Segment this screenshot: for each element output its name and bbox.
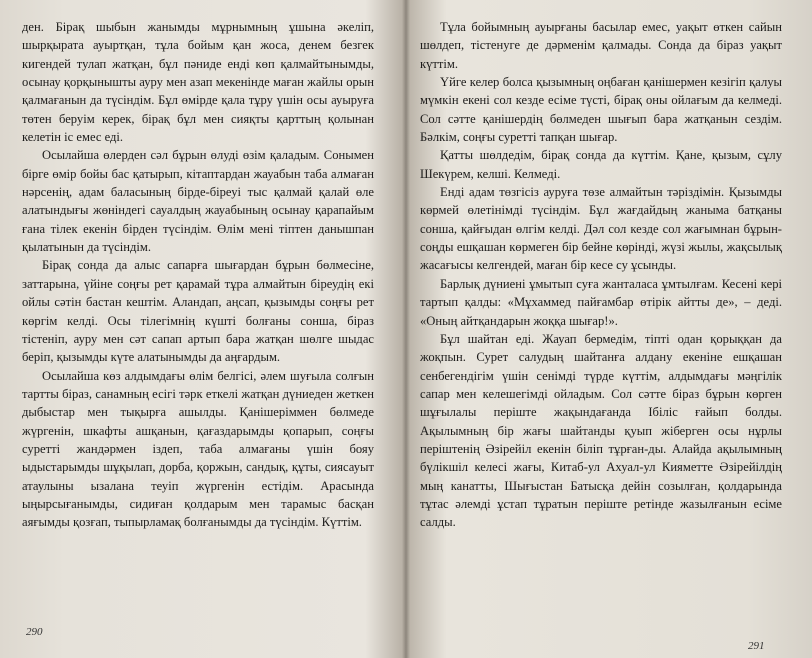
- right-paragraph-3: Қатты шөлдедім, бірақ сонда да күттім. Қане, қызым, сұлу Шекүрем, келші. Келмеді.: [420, 148, 782, 181]
- right-paragraph-4: Енді адам төзгісіз ауруға төзе алмайтын тәріздімін. Қызымды көрмей өлетінімді түсіндім. Бұл жағдайдың жаныма батқаны сонша, қайғыдан өлгім келді. Дәл сол кезде сол жағымнан бұрын-соңды ешқашан көрмеген бір бейне көрінді, жүзі жылы, жақсылық жасағысы келгендей, маған бір кесе су ұсынды.: [420, 185, 782, 273]
- left-paragraph-4: Осылайша көз алдымдағы өлім белгісі, әлем шуғыла солғын тартты біраз, санамның есігі тәрк еткелі жатқан дүниеден жеткен дыбыстар мен тықырға ашылды. Қанішеріммен бөлмеде жүргенін, шкафты ашқанын, қағаздарымды қопарып, соңғы суретті жандәрмен іздеп, таба алмағаны үшін бояу ыдыстарымды шұқылап, дорба, қоржын, сандық, құты, сиясауыт атаулыны ызалана теуіп жүргенін естідім. Арасында ыңырсығанымды, сидиған қолдарым мен тарамыс басқан аяғымды қозғап, тыпырламақ болғанымды да түсіндім. Күттім.: [22, 368, 374, 530]
- right-paragraph-6: Бұл шайтан еді. Жауап бермедім, тіпті одан қорыққан да жоқпын. Сурет салудың шайтанға алдану екеніне ешқашан сенбегендігім үшін сенімді түрде күттім, алдымдағы мәңгілік сапар мен келешегімді ойладым. Сол сәтте біраз бұрын көрген шұғылалы періште жақындағанда Ібіліс ғайып болды. Ақылымның бір жағы шайтанды қуып жіберген осы нұрлы періштенің Әзірейіл екенін біліп тұрған-ды. Алайда ақылымның бүлікшіл келесі жағы, Китаб-ул Ахуал-ул Кияметте Әзірейілдің мың канатты, Шығыстан Батысқа дейін созылған, қолдарында тұтас әлемді ұстап тұратын періште ретінде жазылғанын есіме салды.: [420, 331, 782, 530]
- right-page-number: 291: [748, 640, 765, 652]
- right-paragraph-5: Барлық дүниені ұмытып суға жанталаса ұмтылғам. Кесені кері тартып қалды: «Мұхаммед пайғамбар өтірік айтты де», – деді. «Оның айтқандарын жоққа шығар!».: [420, 276, 782, 328]
- right-page: [420, 18, 782, 532]
- left-page: [22, 18, 374, 532]
- right-paragraph-1: Тұла бойымның ауырғаны басылар емес, уақыт өткен сайын шөлдеп, тістенуге де дәрменім қалмады. Сонда да біраз уақыт күттім.: [420, 20, 782, 71]
- left-paragraph-1: ден. Бірақ шыбын жанымды мұрнымның ұшына әкеліп, шырқырата ауыртқан, тұла бойым қан жоса, денем безгек кигендей тулап жатқан, бұл пәниде енді көп қалмайтынымды, осынау қорқынышты ауру мен азап мекенінде маған жайлы орын қалмағанын да түсіндім. Бұл өмірде қала тұру үшін осы ауыруға төтен беруім керек, бірақ бұл мен сияқты қарттың қолынан келетін іс емес еді.: [22, 20, 374, 145]
- left-paragraph-2: Осылайша өлерден сәл бұрын өлуді өзім қаладым. Сонымен бірге өмір бойы бас қатырып, кітаптардан жауабын таба алмаған нәрсенің, адам баласының бірде-біреуі тыс қалмай қалай өле алатындығы жөніндегі сауалдың жауабының осынау қарапайым ғана тілек екенін бірден түсіндім. Өлім мені тіптен данышпан қылатынын да түсіндім.: [22, 148, 374, 255]
- left-page-number: 290: [26, 626, 43, 638]
- right-paragraph-2: Үйге келер болса қызымның оңбаған қанішермен кезігіп қалуы мүмкін екені сол кезде есіме түсті, бірақ оны ойлағым да келмеді. Сол сәтте қанішердің бөлмеден шығып бара жатқанын сездім. Бәлкім, соңғы суретті тапқан шығар.: [420, 75, 782, 145]
- left-paragraph-3: Бірақ сонда да алыс сапарға шығардан бұрын бөлмесіне, заттарына, үйіне соңғы рет қарамай тұра алмайтын біреудің екі ойлы сәтін бастан кештім. Аландап, аңсап, қызымды соңғы рет көргім келді. Осы тілегімнің күшті болғаны сонша, біраз тістеніп, ауру мен сәт сапап артып бара жатқан шөлге шыдас беріп, қызымды күте алатынымды да аңғардым.: [22, 258, 374, 365]
